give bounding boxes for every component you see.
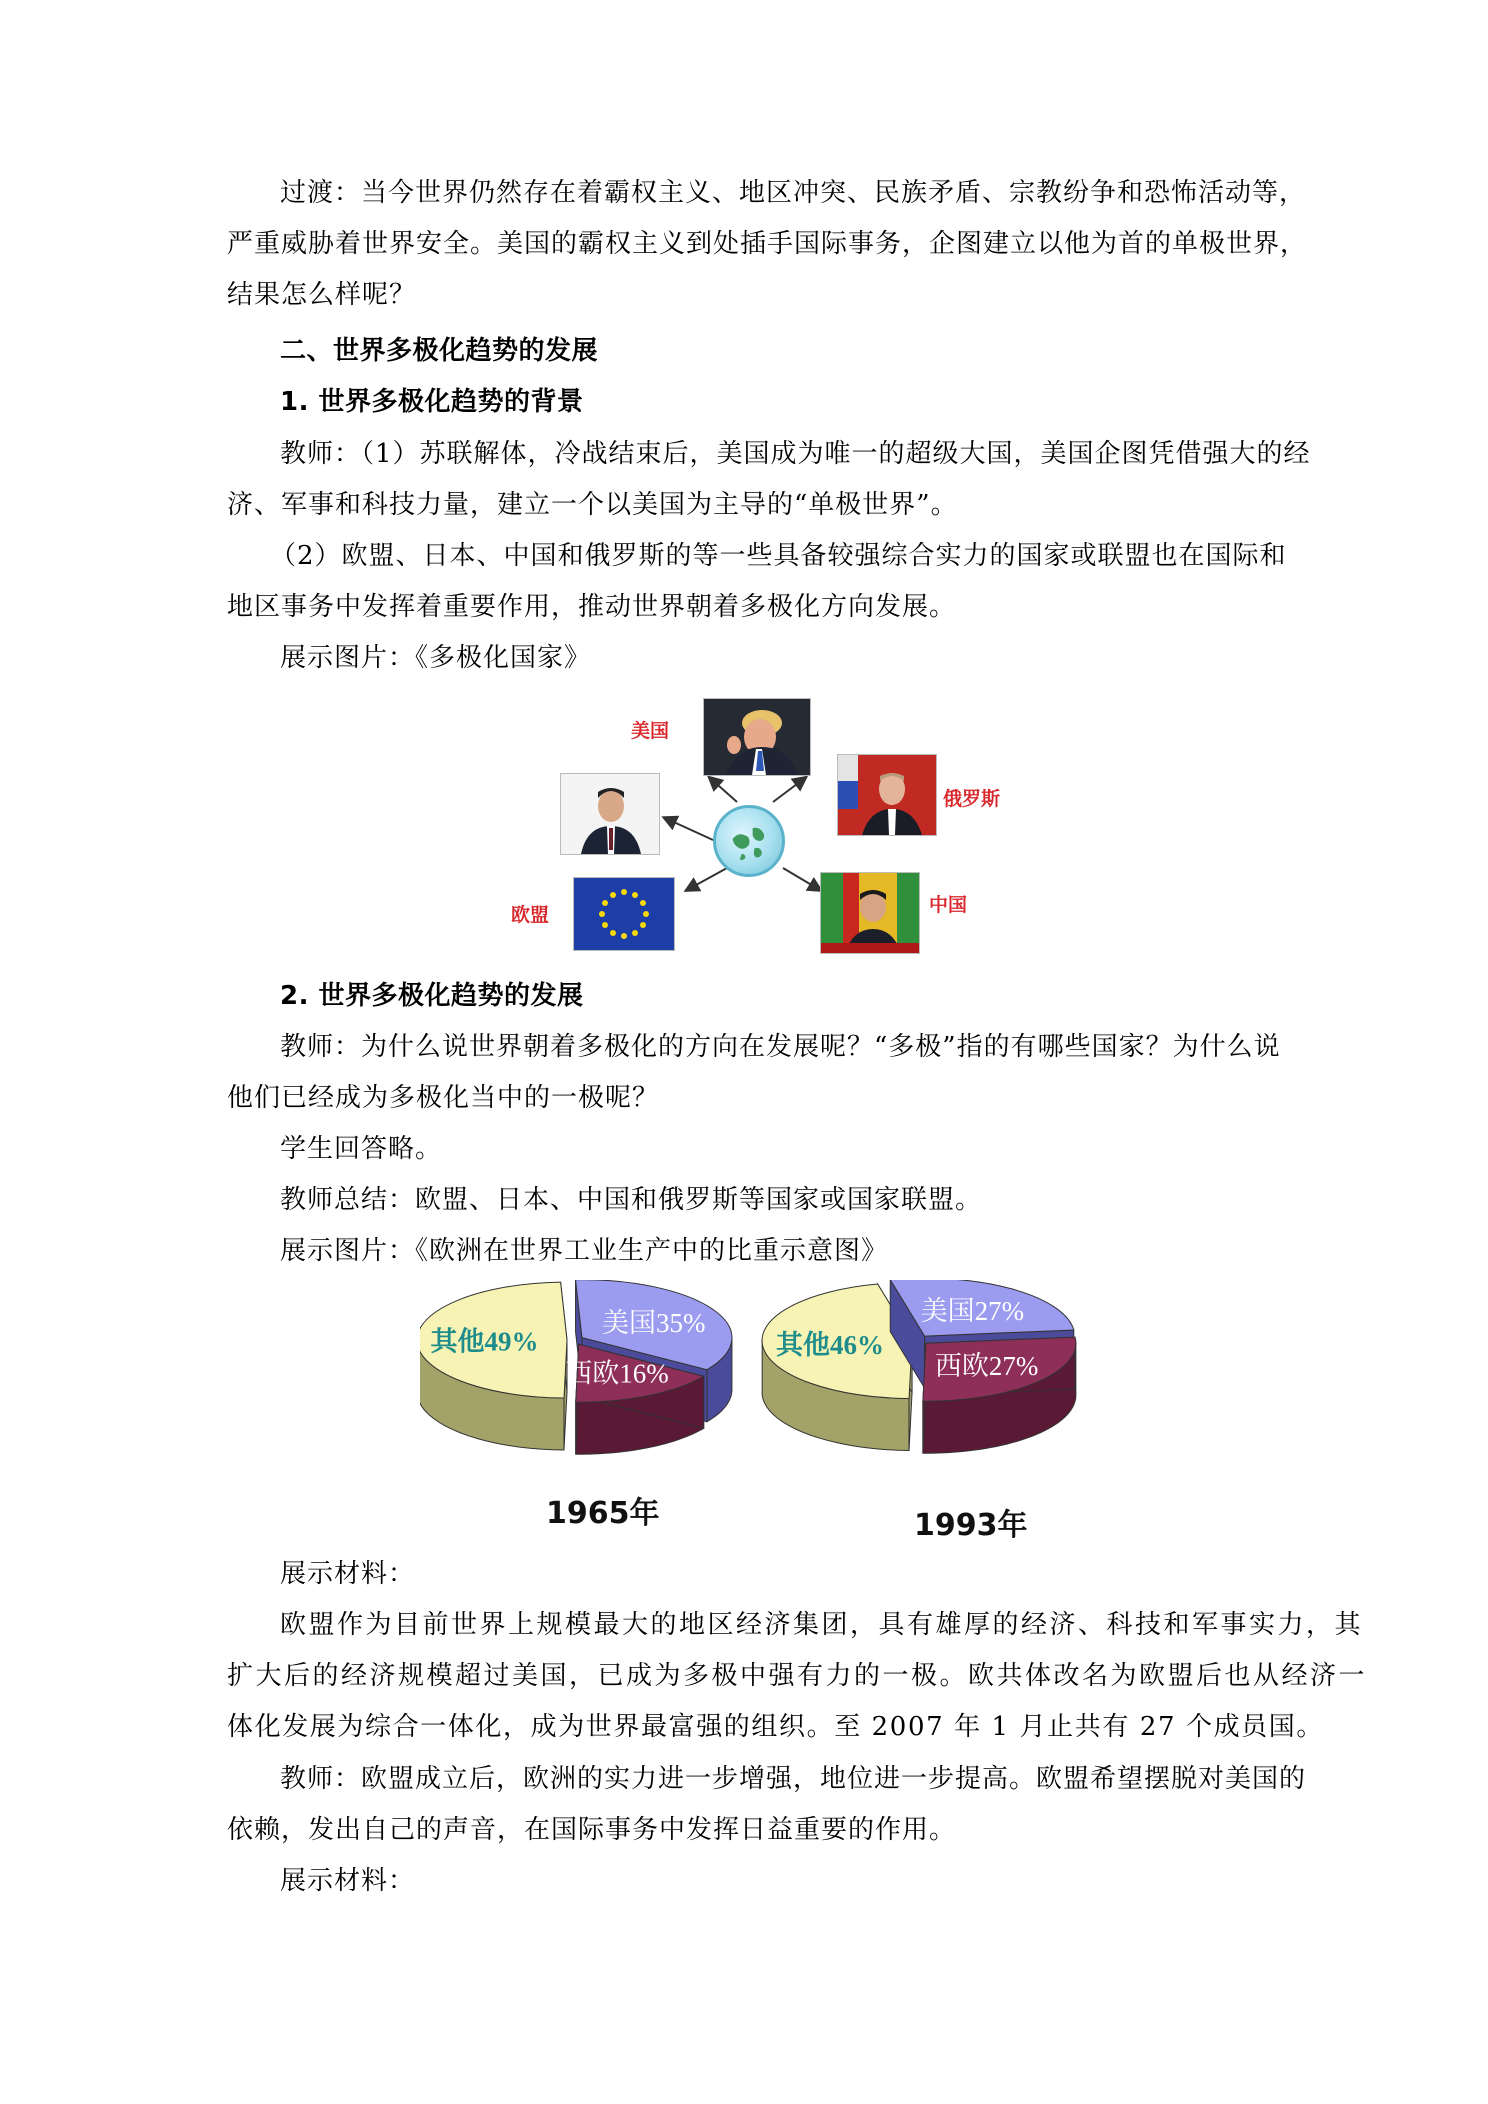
pie-charts-svg — [420, 1280, 1140, 1550]
paragraph-student-answer: 学生回答略。 — [280, 1134, 443, 1164]
paragraph-teacher-eu-line1: 教师：欧盟成立后，欧洲的实力进一步增强，地位进一步提高。欧盟希望摆脱对美国的 — [280, 1764, 1307, 1794]
subsection-heading-development: 2. 世界多极化趋势的发展 — [280, 981, 584, 1011]
eu-flag — [573, 877, 675, 951]
globe-icon — [713, 805, 785, 877]
paragraph-teacher-line1: 教师：（1）苏联解体，冷战结束后，美国成为唯一的超级大国，美国企图凭借强大的经 — [280, 439, 1311, 469]
pie-1965 — [420, 1280, 732, 1454]
paragraph-transition-line1: 过渡：当今世界仍然存在着霸权主义、地区冲突、民族矛盾、宗教纷争和恐怖活动等， — [280, 178, 1307, 208]
label-china: 中国 — [929, 894, 968, 916]
paragraph-transition-line3: 结果怎么样呢？ — [227, 280, 417, 310]
paragraph-teacher-summary: 教师总结：欧盟、日本、中国和俄罗斯等国家或国家联盟。 — [280, 1185, 983, 1215]
pie-label-usa: 美国35% — [602, 1307, 706, 1338]
paragraph-show-image-2: 展示图片：《欧洲在世界工业生产中的比重示意图》 — [280, 1236, 889, 1266]
paragraph-teacher-eu-line2: 依赖，发出自己的声音，在国际事务中发挥日益重要的作用。 — [227, 1815, 957, 1845]
russia-photo — [837, 754, 937, 836]
pie-title-1993: 1993年 — [914, 1508, 1028, 1543]
pie-title-1965: 1965年 — [546, 1496, 660, 1531]
pie-label-westeu: 西欧16% — [565, 1358, 669, 1389]
paragraph-question-line1: 教师：为什么说世界朝着多极化的方向在发展呢？“多极”指的有哪些国家？为什么说 — [280, 1032, 1281, 1062]
subsection-heading-background: 1. 世界多极化趋势的背景 — [280, 387, 584, 417]
paragraph-point2-line1: （2）欧盟、日本、中国和俄罗斯的等一些具备较强综合实力的国家或联盟也在国际和 — [270, 541, 1287, 571]
paragraph-show-material-1: 展示材料： — [280, 1559, 416, 1589]
paragraph-material-line1: 欧盟作为目前世界上规模最大的地区经济集团，具有雄厚的经济、科技和军事实力，其 — [280, 1610, 1364, 1640]
paragraph-material-line2: 扩大后的经济规模超过美国，已成为多极中强有力的一极。欧共体改名为欧盟后也从经济一 — [227, 1661, 1368, 1691]
pie-label-other: 其他49% — [430, 1326, 539, 1357]
pie-label-usa: 美国27% — [920, 1296, 1025, 1327]
multipolar-countries-diagram — [505, 690, 1065, 960]
paragraph-point2-line2: 地区事务中发挥着重要作用，推动世界朝着多极化方向发展。 — [227, 592, 957, 622]
paragraph-teacher-line2: 济、军事和科技力量，建立一个以美国为主导的“单极世界”。 — [227, 490, 958, 520]
section-heading: 二、世界多极化趋势的发展 — [280, 336, 599, 366]
pie-label-westeu: 西欧27% — [934, 1350, 1039, 1381]
label-russia: 俄罗斯 — [943, 788, 1001, 810]
usa-photo — [703, 698, 811, 776]
paragraph-show-image-1: 展示图片：《多极化国家》 — [280, 643, 592, 673]
pie-label-other: 其他46% — [776, 1329, 885, 1360]
europe-industry-share-charts — [420, 1280, 1140, 1550]
paragraph-show-material-2: 展示材料： — [280, 1866, 416, 1896]
paragraph-material-line3: 体化发展为综合一体化，成为世界最富强的组织。至 2007 年 1 月止共有 27 个成员国。 — [227, 1712, 1324, 1742]
pie-1993 — [762, 1280, 1076, 1453]
china-photo — [820, 872, 920, 954]
label-eu: 欧盟 — [511, 904, 550, 926]
paragraph-question-line2: 他们已经成为多极化当中的一极呢？ — [227, 1083, 660, 1113]
label-usa: 美国 — [631, 720, 670, 742]
paragraph-transition-line2: 严重威胁着世界安全。美国的霸权主义到处插手国际事务，企图建立以他为首的单极世界， — [227, 229, 1308, 259]
japan-photo — [560, 773, 660, 855]
